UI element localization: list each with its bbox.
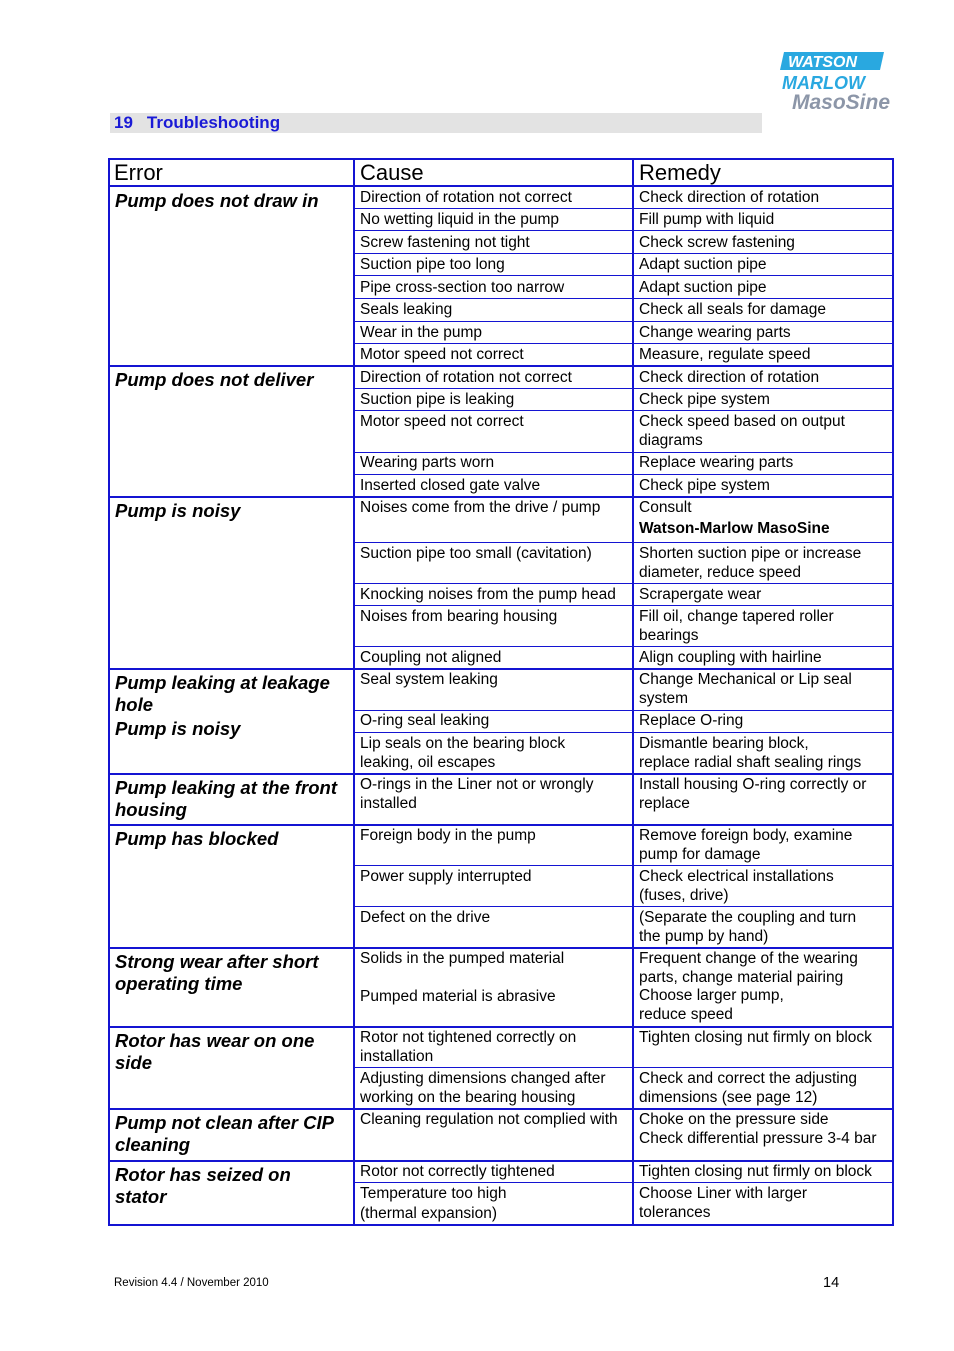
remedy-cell [639,950,858,1024]
remedy-cell: Tighten closing nut firmly on block [639,1029,872,1046]
remedy-line: (fuses, drive) [639,886,729,904]
remedy-line: Check electrical installations [639,868,834,885]
table-border [354,710,894,711]
cause-cell: Coupling not aligned [360,649,502,666]
table-border [354,732,894,733]
cause-line: installation [360,1047,434,1065]
error-label: Rotor has wear on one side [115,1030,315,1073]
remedy-line: Choose Liner with larger [639,1185,808,1202]
cause-cell: Rotor not correctly tightened [360,1163,555,1180]
remedy-cell: Fill pump with liquid [639,211,775,228]
cause-line: Adjusting dimensions changed after [360,1070,606,1087]
cause-cell: Screw fastening not tight [360,234,530,251]
remedy-line: Choke on the pressure side [639,1111,829,1128]
remedy-cell: Replace O-ring [639,712,744,729]
table-border [354,542,894,543]
remedy-cell: Scrapergate wear [639,586,762,603]
page-number: 14 [823,1275,840,1291]
error-column-header: Error [114,160,163,185]
table-border [108,1224,894,1226]
table-border [354,646,894,647]
remedy-line: Change Mechanical or Lip seal [639,671,852,688]
remedy-line-emphasis: Watson-Marlow MasoSine [639,519,830,537]
remedy-line: Check differential pressure 3-4 bar [639,1129,877,1147]
cause-cell: Suction pipe too long [360,256,505,273]
troubleshooting-table [108,158,894,1226]
table-border [354,1067,894,1068]
remedy-line: Install housing O-ring correctly or [639,776,867,793]
cause-cell: Inserted closed gate valve [360,477,541,494]
remedy-line: reduce speed [639,1005,733,1023]
cause-cell: Motor speed not correct [360,346,524,363]
table-border [108,1108,894,1110]
cause-line: working on the bearing housing [360,1088,576,1106]
cause-cell [360,950,564,1007]
table-border [354,275,894,276]
cause-cell: Knocking noises from the pump head [360,586,616,603]
svg-text:MARLOW: MARLOW [782,73,865,93]
cause-cell [360,1029,576,1066]
remedy-line: dimensions (see page 12) [639,1088,818,1106]
remedy-cell: Align coupling with hairline [639,649,822,666]
remedy-cell: Check all seals for damage [639,301,826,318]
table-border [892,158,894,1226]
remedy-cell: Check direction of rotation [639,189,820,206]
cause-column-header: Cause [360,160,424,185]
cause-line: Lip seals on the bearing block [360,735,566,752]
cause-cell: Direction of rotation not correct [360,189,572,206]
table-border [108,496,894,498]
remedy-line: Dismantle bearing block, [639,735,809,752]
remedy-line: tolerances [639,1203,711,1221]
remedy-line: parts, change material pairing [639,968,844,986]
table-border [108,158,110,1226]
section-title [114,114,280,132]
cause-cell: O-ring seal leaking [360,712,490,729]
table-border [354,906,894,907]
remedy-line: replace radial shaft sealing rings [639,753,862,771]
cause-line: (thermal expansion) [360,1204,497,1222]
section-number: 19 [114,113,133,132]
table-border [108,947,894,949]
cause-cell: Cleaning regulation not complied with [360,1111,618,1128]
error-label-line: Pump leaking at leakage hole [115,672,330,715]
remedy-line: Consult [639,499,692,516]
table-border [354,410,894,411]
remedy-line: Remove foreign body, examine [639,827,853,844]
remedy-cell [639,735,861,772]
cause-line: Temperature too high [360,1185,507,1202]
error-label: Pump not clean after CIP cleaning [115,1112,334,1155]
cause-line: installed [360,794,417,812]
remedy-line: the pump by hand) [639,927,769,945]
remedy-cell: Change wearing parts [639,324,791,341]
table-border [108,1026,894,1028]
remedy-line: Check and correct the adjusting [639,1070,857,1087]
remedy-cell: Check screw fastening [639,234,795,251]
cause-cell: Seals leaking [360,301,453,318]
table-border [108,824,894,826]
error-label: Pump is noisy [115,500,241,521]
error-label: Pump has blocked [115,828,279,849]
remedy-line: diagrams [639,431,703,449]
section-name: Troubleshooting [146,113,281,132]
table-border [354,452,894,453]
table-border [632,158,634,1226]
remedy-cell [639,608,834,645]
cause-cell [360,1185,506,1223]
table-border [108,773,894,775]
table-border [354,298,894,299]
cause-line: Rotor not tightened correctly on [360,1029,577,1046]
remedy-cell [639,413,845,450]
remedy-cell [639,1185,807,1222]
cause-cell: Suction pipe too small (cavitation) [360,545,592,562]
error-label-line: Pump is noisy [115,718,241,739]
table-border [354,253,894,254]
error-label: Pump does not deliver [115,369,314,390]
cause-cell: Seal system leaking [360,671,498,688]
table-border [354,583,894,584]
cause-line: Solids in the pumped material [360,950,565,967]
error-label [115,672,347,740]
table-border [108,1160,894,1162]
cause-cell: Direction of rotation not correct [360,369,572,386]
table-border [354,208,894,209]
revision-note: Revision 4.4 / November 2010 [114,1277,269,1289]
remedy-cell: Check pipe system [639,477,770,494]
remedy-line: Choose larger pump, [639,987,784,1004]
cause-cell [360,776,593,813]
remedy-cell: Replace wearing parts [639,454,794,471]
cause-line: O-rings in the Liner not or wrongly [360,776,594,793]
remedy-line: replace [639,794,690,812]
remedy-line: system [639,689,689,707]
remedy-cell: Tighten closing nut firmly on block [639,1163,872,1180]
remedy-cell [639,545,861,582]
remedy-line: pump for damage [639,845,761,863]
remedy-column-header: Remedy [639,160,721,185]
remedy-line: Frequent change of the wearing [639,950,858,967]
remedy-line: Check speed based on output [639,413,845,430]
error-label: Strong wear after short operating time [115,951,319,994]
remedy-cell [639,909,856,946]
remedy-cell: Check direction of rotation [639,369,820,386]
table-border [354,388,894,389]
cause-cell: Noises from bearing housing [360,608,558,625]
svg-text:MasoSine: MasoSine [792,91,891,114]
table-border [354,1182,894,1183]
error-label: Pump leaking at the front housing [115,777,338,820]
table-border [108,185,894,187]
table-border [354,343,894,344]
table-border [354,474,894,475]
remedy-cell [639,671,852,708]
cause-cell: Foreign body in the pump [360,827,536,844]
table-border [353,158,355,1226]
remedy-line: (Separate the coupling and turn [639,909,857,926]
watson-marlow-masosine-logo [780,50,904,114]
svg-text:WATSON: WATSON [788,54,858,71]
cause-cell: Wear in the pump [360,324,483,341]
remedy-cell: Measure, regulate speed [639,346,811,363]
remedy-line: diameter, reduce speed [639,563,801,581]
cause-line: Pumped material is abrasive [360,988,556,1005]
error-label: Pump does not draw in [115,190,319,211]
remedy-line: Fill oil, change tapered roller [639,608,834,625]
cause-line: leaking, oil escapes [360,753,496,771]
table-border [354,605,894,606]
remedy-cell [639,776,866,813]
remedy-line: bearings [639,626,699,644]
cause-cell [360,1070,606,1107]
table-border [354,230,894,231]
remedy-cell [639,868,834,905]
remedy-cell [639,827,852,864]
remedy-cell: Check pipe system [639,391,770,408]
cause-cell: Wearing parts worn [360,454,495,471]
remedy-cell [639,499,830,538]
remedy-cell [639,1070,857,1107]
table-border [108,365,894,367]
cause-cell: Power supply interrupted [360,868,532,885]
remedy-cell [639,1111,877,1148]
remedy-cell: Adapt suction pipe [639,279,767,296]
remedy-line: Shorten suction pipe or increase [639,545,862,562]
cause-cell [360,735,565,772]
remedy-cell: Adapt suction pipe [639,256,767,273]
table-border [354,865,894,866]
table-border [108,158,894,160]
cause-cell: Defect on the drive [360,909,491,926]
table-border [354,321,894,322]
cause-cell: Suction pipe is leaking [360,391,515,408]
cause-cell: No wetting liquid in the pump [360,211,560,228]
cause-cell: Noises come from the drive / pump [360,499,601,516]
cause-cell: Pipe cross-section too narrow [360,279,565,296]
cause-cell: Motor speed not correct [360,413,524,430]
error-label: Rotor has seized on stator [115,1164,291,1207]
table-border [108,668,894,670]
